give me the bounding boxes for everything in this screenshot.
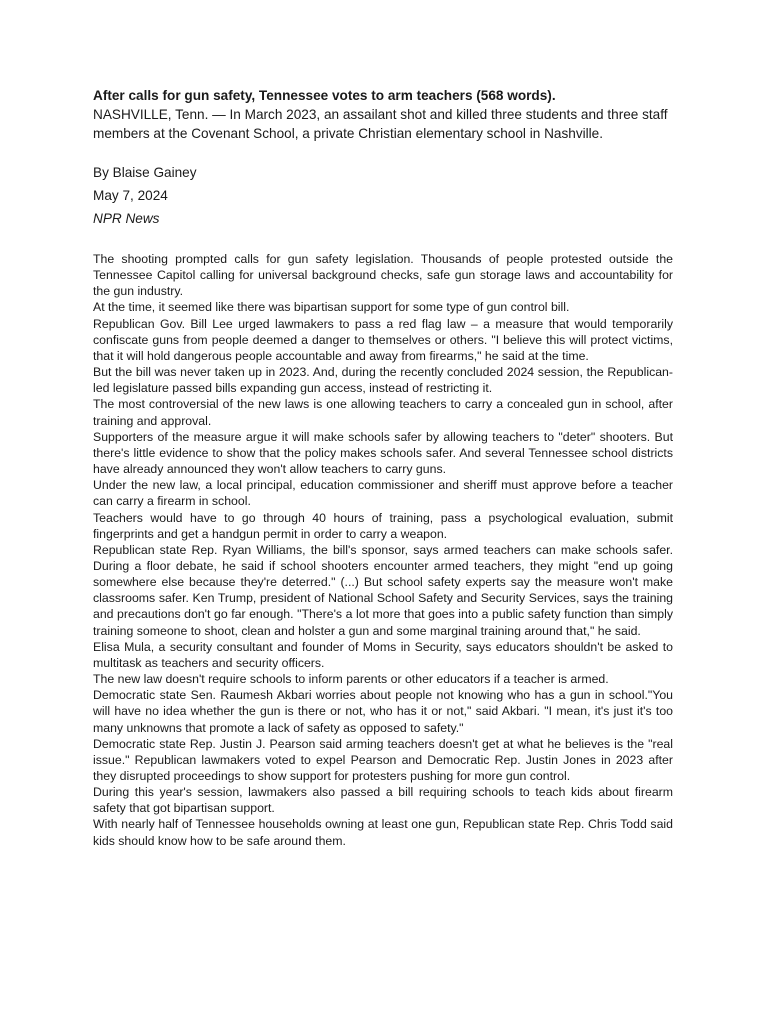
body-paragraph: Republican state Rep. Ryan Williams, the bill's sponsor, says armed teachers can make schools safer. During a floor debate, he said if school shooters encounter armed teachers, they might "end up going somewhere else because they're deterred." (...) But school safety experts say the measure won't make classrooms safer. Ken Trump, president of National School Safety and Security Services, says the training and precautions don't go far enough. "There's a lot more that goes into a public safety function than simply training someone to shoot, clean and holster a gun and some marginal training around that," he said. [93, 542, 673, 638]
article-headline: After calls for gun safety, Tennessee votes to arm teachers (568 words). [93, 88, 556, 103]
body-paragraph: Elisa Mula, a security consultant and founder of Moms in Security, says educators shouldn't be asked to multitask as teachers and security officers. [93, 639, 673, 670]
news-source: NPR News [93, 211, 160, 226]
article-meta [93, 161, 673, 230]
body-paragraph: Teachers would have to go through 40 hours of training, pass a psychological evaluation, submit fingerprints and get a handgun permit in order to carry a weapon. [93, 510, 673, 541]
body-paragraph: The most controversial of the new laws is one allowing teachers to carry a concealed gun in school, after training and approval. [93, 397, 673, 428]
article [93, 86, 673, 849]
publish-date: May 7, 2024 [93, 188, 168, 203]
body-paragraph: The new law doesn't require schools to inform parents or other educators if a teacher is armed. [93, 672, 609, 687]
article-body [93, 251, 673, 849]
body-paragraph: During this year's session, lawmakers also passed a bill requiring schools to teach kids about firearm safety that got bipartisan support. [93, 785, 673, 816]
body-paragraph: At the time, it seemed like there was bipartisan support for some type of gun control bill. [93, 300, 570, 315]
byline: By Blaise Gainey [93, 165, 197, 180]
body-paragraph: With nearly half of Tennessee households owning at least one gun, Republican state Rep. Chris Todd said kids should know how to be safe around them. [93, 817, 673, 848]
body-paragraph: Democratic state Rep. Justin J. Pearson said arming teachers doesn't get at what he believes is the "real issue." Republican lawmakers voted to expel Pearson and Democratic Rep. Justin Jones in 2023 after they disrupted proceedings to show support for protesters pushing for more gun control. [93, 736, 673, 783]
body-paragraph: The shooting prompted calls for gun safety legislation. Thousands of people protested outside the Tennessee Capitol calling for universal background checks, safe gun storage laws and accountability for the gun industry. [93, 252, 673, 299]
body-paragraph: Supporters of the measure argue it will make schools safer by allowing teachers to "deter" shooters. But there's little evidence to show that the policy makes schools safer. And several Tennessee school districts have already announced they won't allow teachers to carry guns. [93, 429, 673, 477]
body-paragraph: Under the new law, a local principal, education commissioner and sheriff must approve before a teacher can carry a firearm in school. [93, 478, 673, 509]
body-paragraph: Democratic state Sen. Raumesh Akbari worries about people not knowing who has a gun in school."You will have no idea whether the gun is there or not, who has it or not," said Akbari. "I mean, it's just it's too many unknowns that promote a lack of safety as opposed to safety." [93, 688, 673, 735]
article-lede: NASHVILLE, Tenn. — In March 2023, an assailant shot and killed three students and three staff members at the Covenant School, a private Christian elementary school in Nashville. [93, 107, 668, 141]
body-paragraph: But the bill was never taken up in 2023. And, during the recently concluded 2024 session, the Republican-led legislature passed bills expanding gun access, instead of restricting it. [93, 365, 673, 396]
body-paragraph: Republican Gov. Bill Lee urged lawmakers to pass a red flag law – a measure that would temporarily confiscate guns from people deemed a danger to themselves or others. "I believe this will protect victims, that it will hold dangerous people accountable and away from firearms," he said at the time. [93, 316, 673, 363]
